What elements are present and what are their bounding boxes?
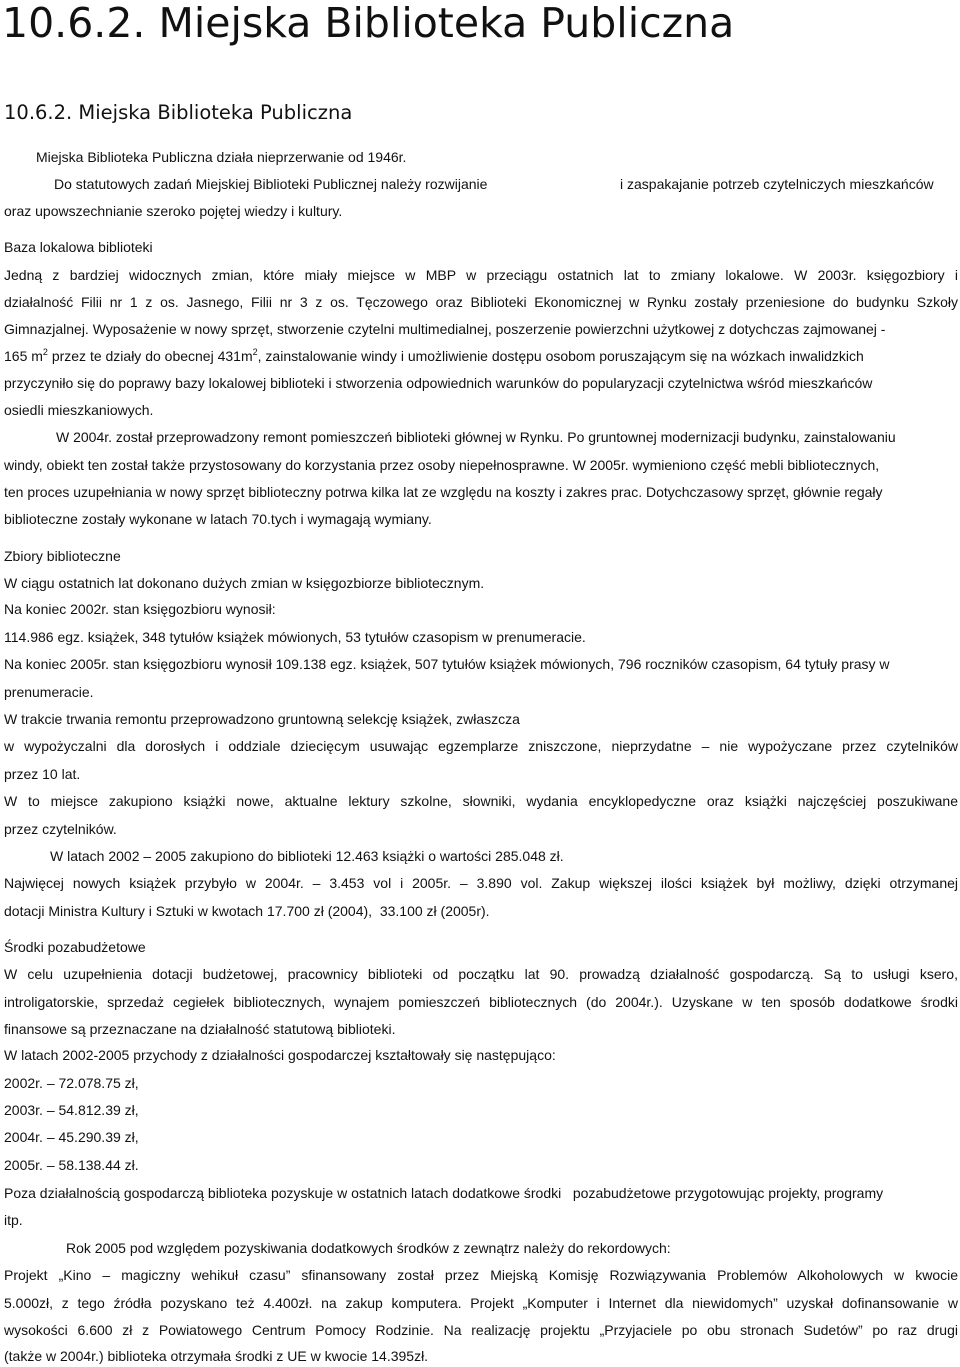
paragraph-line: prenumeracie. [4, 684, 94, 700]
paragraph-line: dotacji Ministra Kultury i Sztuki w kwotach 17.700 zł (2004), 33.100 zł (2005r). [4, 903, 490, 919]
page-title: 10.6.2. Miejska Biblioteka Publiczna [2, 0, 735, 47]
paragraph-line: W latach 2002 – 2005 zakupiono do biblioteki 12.463 książki o wartości 285.048 zł. [50, 848, 564, 864]
paragraph-line: Gimnazjalnej. Wyposażenie w nowy sprzęt, stworzenie czytelni multimedialnej, poszerzenie powierzchni użytkowej z dotychczas zajmowanej - [4, 321, 886, 337]
paragraph-line: ten proces uzupełniania w nowy sprzęt biblioteczny potrwa kilka lat ze względu na koszty i zakres prac. Dotychczasowy sprzęt, głównie regały [4, 484, 883, 500]
paragraph-line: osiedli mieszkaniowych. [4, 402, 154, 418]
revenue-item: 2005r. – 58.138.44 zł. [4, 1157, 139, 1173]
paragraph-line: Jedną z bardziej widocznych zmian, które miały miejsce w MBP w przeciągu ostatnich lat to zmiany lokalowe. W 2003r. księgozbiory i [4, 267, 958, 283]
paragraph-line: Na koniec 2002r. stan księgozbioru wynosił: [4, 601, 276, 617]
section-heading-baza: Baza lokalowa biblioteki [4, 239, 153, 255]
paragraph-line [4, 347, 958, 365]
revenue-item: 2002r. – 72.078.75 zł, [4, 1075, 139, 1091]
paragraph-line: Na koniec 2005r. stan księgozbioru wynosił 109.138 egz. książek, 507 tytułów książek mówionych, 796 roczników czasopism, 64 tytuły prasy w [4, 656, 890, 672]
paragraph-line: działalność Filii nr 1 z os. Jasnego, Filii nr 3 z os. Tęczowego oraz Biblioteki Ekonomicznej w Rynku zostały przeniesione do budynku Szkoły [4, 294, 958, 310]
revenue-item: 2004r. – 45.290.39 zł, [4, 1129, 139, 1145]
paragraph-line: W celu uzupełnienia dotacji budżetowej, pracownicy biblioteki od początku lat 90. prowadzą działalność gospodarczą. Są to usługi ksero, [4, 966, 958, 982]
paragraph-line: W 2004r. został przeprowadzony remont pomieszczeń biblioteki głównej w Rynku. Po gruntownej modernizacji budynku, zainstalowaniu [56, 429, 896, 445]
paragraph-line: W latach 2002-2005 przychody z działalności gospodarczej kształtowały się następująco: [4, 1047, 556, 1063]
paragraph-line: przyczyniło się do poprawy bazy lokalowej biblioteki i stworzenia odpowiednich warunków do popularyzacji czytelnictwa wśród mieszkańców [4, 375, 873, 391]
paragraph-line: Poza działalnością gospodarczą biblioteka pozyskuje w ostatnich latach dodatkowe środki pozabudżetowe przygotowując projekty, programy [4, 1185, 884, 1201]
text-segment: przez te działy do obecnej 431m [47, 348, 253, 364]
text-segment: 165 m [4, 348, 43, 364]
paragraph-line: przez 10 lat. [4, 766, 81, 782]
paragraph-line: introligatorskie, sprzedaż cegiełek bibliotecznych, wynajem pomieszczeń bibliotecznych (do 2004r.). Uzyskane w ten sposób dodatkowe środki [4, 994, 958, 1010]
paragraph-line: itp. [4, 1212, 23, 1228]
revenue-item: 2003r. – 54.812.39 zł, [4, 1102, 139, 1118]
paragraph-line: windy, obiekt ten został także przystosowany do korzystania przez osoby niepełnosprawne. W 2005r. wymieniono część mebli bibliotecznych, [4, 457, 880, 473]
paragraph-line: wysokości 6.600 zł z Powiatowego Centrum Pomocy Rodzinie. Na realizację projektu „Przyjaciele po obu stronach Sudetów” po raz drugi [4, 1322, 958, 1338]
paragraph-line: (także w 2004r.) biblioteka otrzymała środki z UE w kwocie 14.395zł. [4, 1348, 429, 1364]
intro-line: oraz upowszechnianie szeroko pojętej wiedzy i kultury. [4, 203, 343, 219]
paragraph-line: Rok 2005 pod względem pozyskiwania dodatkowych środków z zewnątrz należy do rekordowych: [66, 1240, 671, 1256]
text-segment: , zainstalowanie windy i umożliwienie dostępu osobom poruszającym się na wózkach inwalidzkich [257, 348, 864, 364]
paragraph-line: finansowe są przeznaczane na działalność statutową biblioteki. [4, 1021, 396, 1037]
paragraph-line: W trakcie trwania remontu przeprowadzono gruntowną selekcję książek, zwłaszcza [4, 711, 520, 727]
paragraph-line: Projekt „Kino – magiczny wehikuł czasu” sfinansowany został przez Miejską Komisję Rozwiązywania Problemów Alkoholowych w kwocie [4, 1267, 958, 1283]
paragraph-line: W ciągu ostatnich lat dokonano dużych zmian w księgozbiorze bibliotecznym. [4, 575, 485, 591]
intro-line: Miejska Biblioteka Publiczna działa nieprzerwanie od 1946r. [36, 149, 407, 165]
section-heading-srodki: Środki pozabudżetowe [4, 939, 146, 955]
paragraph-line: przez czytelników. [4, 821, 117, 837]
superscript: 2 [42, 347, 48, 357]
paragraph-line: 114.986 egz. książek, 348 tytułów książek mówionych, 53 tytułów czasopism w prenumeracie. [4, 629, 586, 645]
intro-line: i zaspakajanie potrzeb czytelniczych mieszkańców [620, 176, 934, 192]
section-subtitle: 10.6.2. Miejska Biblioteka Publiczna [4, 101, 353, 124]
paragraph-line: 5.000zł, z tego źródła pozyskano też 4.400zł. na zakup komputera. Projekt „Komputer i Internet dla niewidomych” uzyskał dofinansowanie w [4, 1295, 958, 1311]
paragraph-line: W to miejsce zakupiono książki nowe, aktualne lektury szkolne, słowniki, wydania encyklopedyczne oraz książki najczęściej poszukiwane [4, 793, 958, 809]
superscript: 2 [252, 347, 258, 357]
paragraph-line: biblioteczne zostały wykonane w latach 70.tych i wymagają wymiany. [4, 511, 432, 527]
section-heading-zbiory: Zbiory biblioteczne [4, 548, 121, 564]
paragraph-line: w wypożyczalni dla dorosłych i oddziale dziecięcym usuwając egzemplarze zniszczone, nieprzydatne – nie wypożyczane przez czytelników [4, 738, 958, 754]
intro-line: Do statutowych zadań Miejskiej Biblioteki Publicznej należy rozwijanie [54, 176, 488, 192]
paragraph-line: Najwięcej nowych książek przybyło w 2004r. – 3.453 vol i 2005r. – 3.890 vol. Zakup większej ilości książek był możliwy, dzięki otrzymanej [4, 875, 958, 891]
